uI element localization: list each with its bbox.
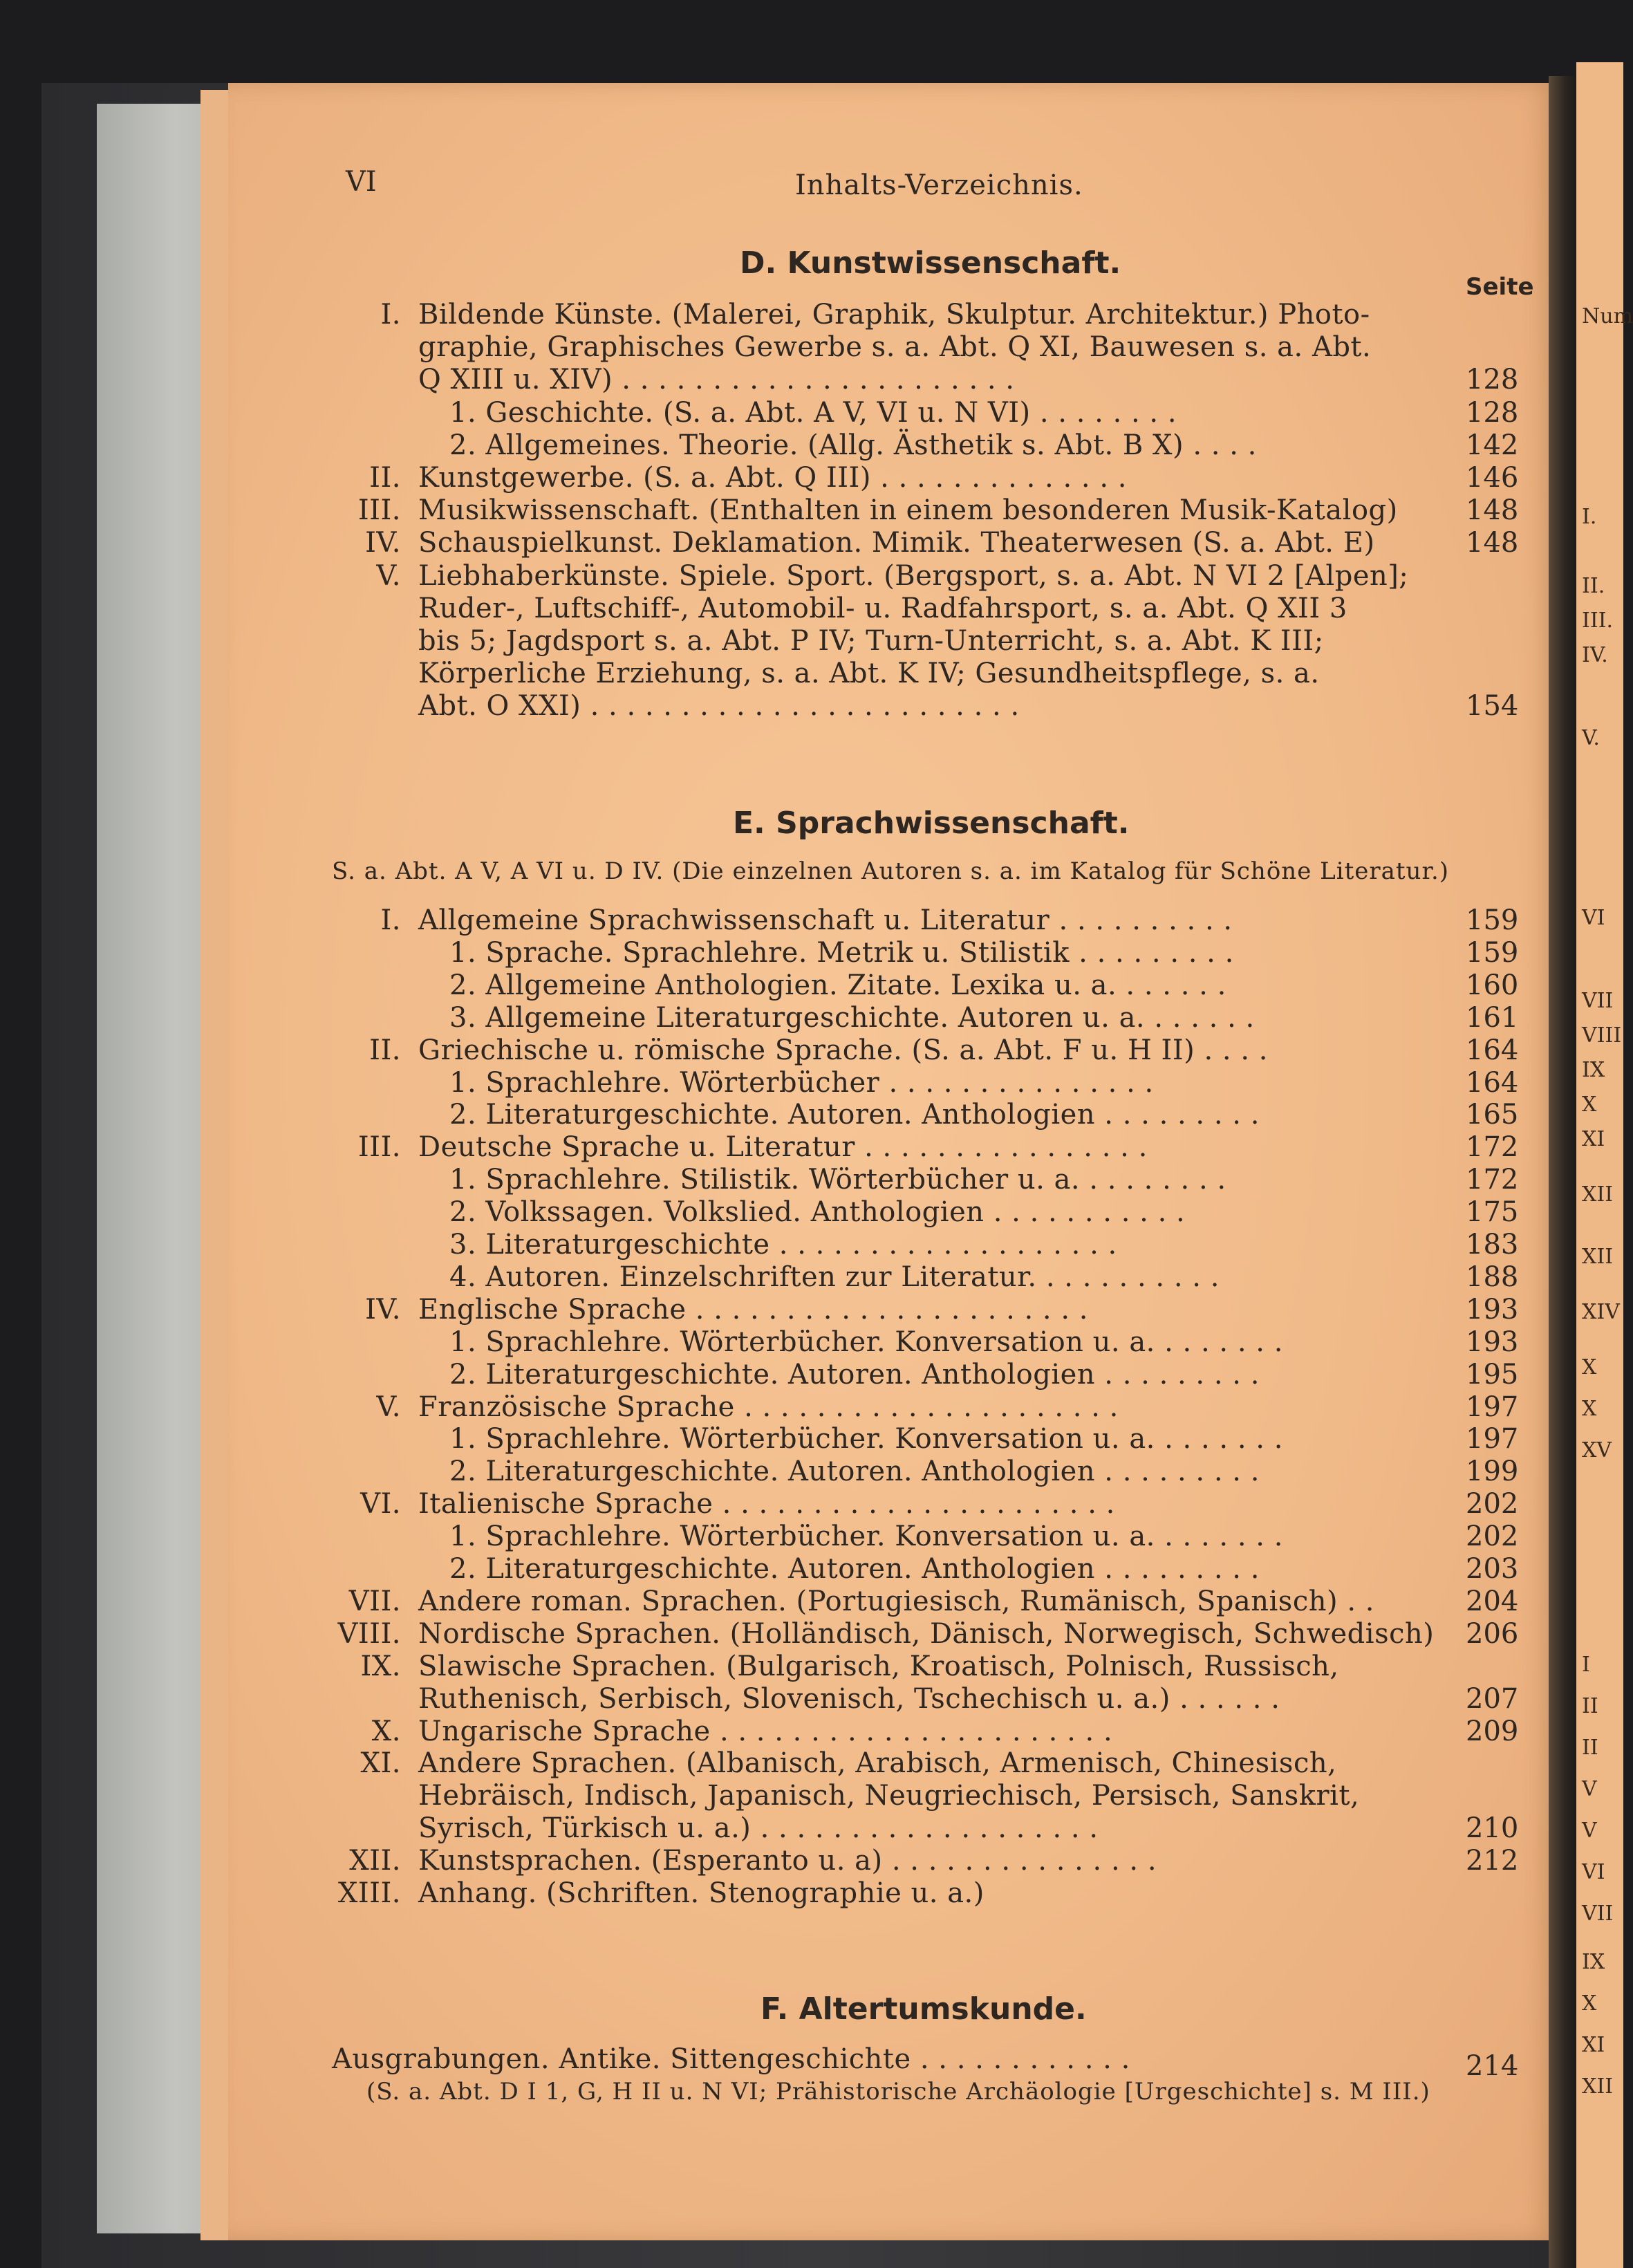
toc-row-text: Französische Sprache . . . . . . . . . . . . . . . . . . . . . <box>418 1391 1119 1423</box>
section-title-e: E. Sprachwissenschaft. <box>733 806 1130 841</box>
next-page-fragment: IV. <box>1582 643 1608 667</box>
toc-row-page: 172 <box>1466 1164 1519 1196</box>
section-e-note: S. a. Abt. A V, A VI u. D IV. (Die einzelnen Autoren s. a. im Katalog für Schöne Literatur.) <box>332 857 1450 885</box>
toc-row-page: 204 <box>1466 1585 1519 1617</box>
toc-row-page: 164 <box>1466 1066 1519 1099</box>
toc-row-text: 3. Literaturgeschichte . . . . . . . . . . . . . . . . . . . <box>449 1229 1117 1261</box>
toc-row-text: Anhang. (Schriften. Stenographie u. a.) <box>418 1877 985 1909</box>
book-gutter <box>1549 76 1576 2268</box>
next-page-fragment: X <box>1582 1093 1597 1117</box>
next-page-fragment: XII <box>1582 1245 1614 1269</box>
toc-row-number: VI. <box>360 1488 401 1521</box>
next-page-fragment: Num <box>1582 304 1633 328</box>
toc-row-page: 212 <box>1466 1845 1519 1877</box>
toc-row-page: 195 <box>1466 1358 1519 1391</box>
toc-row-text: Abt. O XXI) . . . . . . . . . . . . . . . . . . . . . . . . <box>418 690 1020 723</box>
toc-row-page: 197 <box>1466 1423 1519 1456</box>
toc-row-number: XII. <box>349 1845 401 1877</box>
next-page-fragment: II <box>1582 1694 1598 1718</box>
toc-row-page: 193 <box>1466 1326 1519 1358</box>
toc-row-page: 209 <box>1466 1715 1519 1747</box>
section-title-f: F. Altertumskunde. <box>760 1991 1087 2027</box>
toc-row-number: IV. <box>365 1293 401 1326</box>
toc-row-text: 1. Sprachlehre. Wörterbücher. Konversation u. a. . . . . . . . <box>449 1326 1283 1358</box>
next-page-fragment: IX <box>1582 1058 1605 1082</box>
toc-row-page: 193 <box>1466 1293 1519 1326</box>
next-page-fragment: V <box>1582 1819 1597 1843</box>
toc-row-number: XI. <box>360 1747 401 1780</box>
toc-row-page: 159 <box>1466 904 1519 936</box>
toc-row-text: 1. Sprachlehre. Wörterbücher. Konversation u. a. . . . . . . . <box>449 1521 1283 1553</box>
toc-row-text: 2. Literaturgeschichte. Autoren. Anthologien . . . . . . . . . <box>449 1358 1260 1391</box>
toc-row-text: Hebräisch, Indisch, Japanisch, Neugriechisch, Persisch, Sanskrit, <box>418 1780 1360 1812</box>
toc-row-page: 128 <box>1466 396 1519 429</box>
toc-row-number: I. <box>380 904 401 936</box>
toc-row-text: Griechische u. römische Sprache. (S. a. Abt. F u. H II) . . . . <box>418 1034 1268 1066</box>
next-page-fragment: XII <box>1582 2074 1614 2099</box>
toc-row-page: 154 <box>1466 690 1519 723</box>
toc-row-page: 165 <box>1466 1099 1519 1131</box>
next-page-fragment: I. <box>1582 505 1597 529</box>
toc-row-number: V. <box>376 1391 401 1423</box>
toc-row-text: 3. Allgemeine Literaturgeschichte. Autoren u. a. . . . . . . <box>449 1001 1255 1034</box>
toc-row-text: Allgemeine Sprachwissenschaft u. Literatur . . . . . . . . . . <box>418 904 1233 936</box>
next-page-fragment: VI <box>1582 1860 1605 1884</box>
toc-row-text: 2. Literaturgeschichte. Autoren. Anthologien . . . . . . . . . <box>449 1456 1260 1488</box>
next-page-fragment: I <box>1582 1653 1590 1677</box>
toc-row-text: Andere roman. Sprachen. (Portugiesisch, Rumänisch, Spanisch) . . <box>418 1585 1374 1617</box>
toc-row-text: Ungarische Sprache . . . . . . . . . . . . . . . . . . . . . . <box>418 1715 1113 1747</box>
toc-row-page: 203 <box>1466 1553 1519 1585</box>
toc-row-page: 206 <box>1466 1617 1519 1650</box>
next-page-fragment: II <box>1582 1736 1598 1760</box>
toc-row-number: IV. <box>365 527 401 559</box>
toc-row-text: Slawische Sprachen. (Bulgarisch, Kroatisch, Polnisch, Russisch, <box>418 1650 1339 1682</box>
toc-row-text: 2. Allgemeines. Theorie. (Allg. Ästhetik s. Abt. B X) . . . . <box>449 429 1257 461</box>
toc-row-page: 146 <box>1466 462 1519 494</box>
toc-row-number: VII. <box>348 1585 401 1617</box>
toc-row-text: Ruthenisch, Serbisch, Slovenisch, Tschechisch u. a.) . . . . . . <box>418 1682 1280 1715</box>
toc-row-page: 148 <box>1466 494 1519 527</box>
toc-row-text: 1. Sprache. Sprachlehre. Metrik u. Stilistik . . . . . . . . . <box>449 936 1234 969</box>
toc-row-text: graphie, Graphisches Gewerbe s. a. Abt. Q XI, Bauwesen s. a. Abt. <box>418 331 1372 364</box>
toc-row-number: XIII. <box>337 1877 401 1909</box>
toc-row-text: 2. Volkssagen. Volkslied. Anthologien . . . . . . . . . . . <box>449 1196 1186 1229</box>
toc-row-text: bis 5; Jagdsport s. a. Abt. P IV; Turn-Unterricht, s. a. Abt. K III; <box>418 625 1324 657</box>
next-page-fragment: X <box>1582 1397 1597 1421</box>
toc-row-number: II. <box>369 462 401 494</box>
seite-label: Seite <box>1466 273 1534 301</box>
toc-row-text: Schauspielkunst. Deklamation. Mimik. Theaterwesen (S. a. Abt. E) <box>418 527 1375 559</box>
toc-row-text: Q XIII u. XIV) . . . . . . . . . . . . . . . . . . . . . . <box>418 364 1015 396</box>
toc-row-text: Italienische Sprache . . . . . . . . . . . . . . . . . . . . . . <box>418 1488 1115 1521</box>
running-title: Inhalts-Verzeichnis. <box>795 169 1083 201</box>
next-page-fragment: XIV <box>1582 1300 1620 1324</box>
next-page-fragment: X <box>1582 1355 1597 1379</box>
toc-row-page: 207 <box>1466 1682 1519 1715</box>
toc-row-text: 1. Sprachlehre. Stilistik. Wörterbücher u. a. . . . . . . . . <box>449 1164 1226 1196</box>
toc-row-text: Körperliche Erziehung, s. a. Abt. K IV; Gesundheitspflege, s. a. <box>418 658 1320 690</box>
toc-row-page: 128 <box>1466 364 1519 396</box>
next-page-fragment: X <box>1582 1991 1597 2016</box>
toc-row-page: 202 <box>1466 1521 1519 1553</box>
toc-row-number: III. <box>357 494 401 527</box>
next-page-edge <box>1576 62 1633 2268</box>
toc-row-number: X. <box>371 1715 401 1747</box>
toc-row-page: 159 <box>1466 936 1519 969</box>
toc-row-text: Kunstgewerbe. (S. a. Abt. Q III) . . . . . . . . . . . . . . <box>418 462 1127 494</box>
toc-row-page: 148 <box>1466 527 1519 559</box>
section-f-page: 214 <box>1466 2050 1519 2082</box>
toc-row-text: Englische Sprache . . . . . . . . . . . . . . . . . . . . . . <box>418 1293 1088 1326</box>
section-f-entry: Ausgrabungen. Antike. Sittengeschichte . . . . . . . . . . . . <box>332 2043 1130 2075</box>
next-page-fragment: XII <box>1582 1182 1614 1207</box>
toc-row-text: Musikwissenschaft. (Enthalten in einem besonderen Musik-Katalog) <box>418 494 1398 527</box>
toc-row-text: 1. Sprachlehre. Wörterbücher. Konversation u. a. . . . . . . . <box>449 1423 1283 1456</box>
toc-row-text: Liebhaberkünste. Spiele. Sport. (Bergsport, s. a. Abt. N VI 2 [Alpen]; <box>418 559 1409 592</box>
toc-row-page: 197 <box>1466 1391 1519 1423</box>
toc-row-page: 199 <box>1466 1456 1519 1488</box>
section-title-d: D. Kunstwissenschaft. <box>740 245 1121 281</box>
next-page-fragment: VIII <box>1582 1023 1622 1048</box>
toc-row-number: IX. <box>360 1650 401 1682</box>
toc-row-text: 2. Literaturgeschichte. Autoren. Anthologien . . . . . . . . . <box>449 1553 1260 1585</box>
next-page-fragment: III. <box>1582 608 1614 633</box>
next-page-fragment: V <box>1582 1777 1597 1801</box>
toc-row-page: 164 <box>1466 1034 1519 1066</box>
toc-row-number: III. <box>357 1131 401 1164</box>
toc-row-text: Kunstsprachen. (Esperanto u. a) . . . . . . . . . . . . . . . <box>418 1845 1157 1877</box>
toc-row-text: Nordische Sprachen. (Holländisch, Dänisch, Norwegisch, Schwedisch) <box>418 1617 1435 1650</box>
next-page-fragment: XV <box>1582 1438 1612 1462</box>
next-page-fragment: XI <box>1582 2033 1605 2057</box>
toc-row-page: 142 <box>1466 429 1519 461</box>
toc-row-text: 2. Literaturgeschichte. Autoren. Anthologien . . . . . . . . . <box>449 1099 1260 1131</box>
toc-row-text: Andere Sprachen. (Albanisch, Arabisch, Armenisch, Chinesisch, <box>418 1747 1337 1780</box>
toc-row-number: I. <box>380 299 401 331</box>
toc-row-text: Ruder-, Luftschiff-, Automobil- u. Radfahrsport, s. a. Abt. Q XII 3 <box>418 592 1347 624</box>
toc-row-page: 183 <box>1466 1229 1519 1261</box>
next-page-fragment: II. <box>1582 574 1605 598</box>
next-page-fragment: VII <box>1582 1902 1614 1926</box>
toc-row-page: 202 <box>1466 1488 1519 1521</box>
toc-row-text: 1. Geschichte. (S. a. Abt. A V, VI u. N VI) . . . . . . . . <box>449 396 1177 429</box>
toc-row-number: V. <box>376 559 401 592</box>
toc-row-text: Syrisch, Türkisch u. a.) . . . . . . . . . . . . . . . . . . . <box>418 1812 1099 1845</box>
toc-row-page: 188 <box>1466 1261 1519 1293</box>
next-page-fragment: XI <box>1582 1127 1605 1151</box>
next-page-fragment: VI <box>1582 906 1605 930</box>
toc-row-text: Bildende Künste. (Malerei, Graphik, Skulptur. Architektur.) Photo- <box>418 299 1370 331</box>
toc-row-page: 161 <box>1466 1001 1519 1034</box>
toc-row-number: VIII. <box>337 1617 401 1650</box>
next-page-fragment: VII <box>1582 989 1614 1013</box>
toc-row-page: 175 <box>1466 1196 1519 1229</box>
toc-row-page: 160 <box>1466 969 1519 1001</box>
section-f-note: (S. a. Abt. D I 1, G, H II u. N VI; Prähistorische Archäologie [Urgeschichte] s. M III.) <box>366 2078 1430 2106</box>
next-page-fragment: V. <box>1582 726 1600 750</box>
toc-row-text: 4. Autoren. Einzelschriften zur Literatur. . . . . . . . . . . <box>449 1261 1220 1293</box>
toc-row-page: 210 <box>1466 1812 1519 1845</box>
page-number: VI <box>346 166 377 198</box>
toc-row-text: 2. Allgemeine Anthologien. Zitate. Lexika u. a. . . . . . . <box>449 969 1226 1001</box>
toc-row-text: Deutsche Sprache u. Literatur . . . . . . . . . . . . . . . . <box>418 1131 1148 1164</box>
toc-row-number: II. <box>369 1034 401 1066</box>
toc-row-text: 1. Sprachlehre. Wörterbücher . . . . . . . . . . . . . . . <box>449 1066 1154 1099</box>
toc-row-page: 172 <box>1466 1131 1519 1164</box>
next-page-fragment: IX <box>1582 1950 1605 1974</box>
